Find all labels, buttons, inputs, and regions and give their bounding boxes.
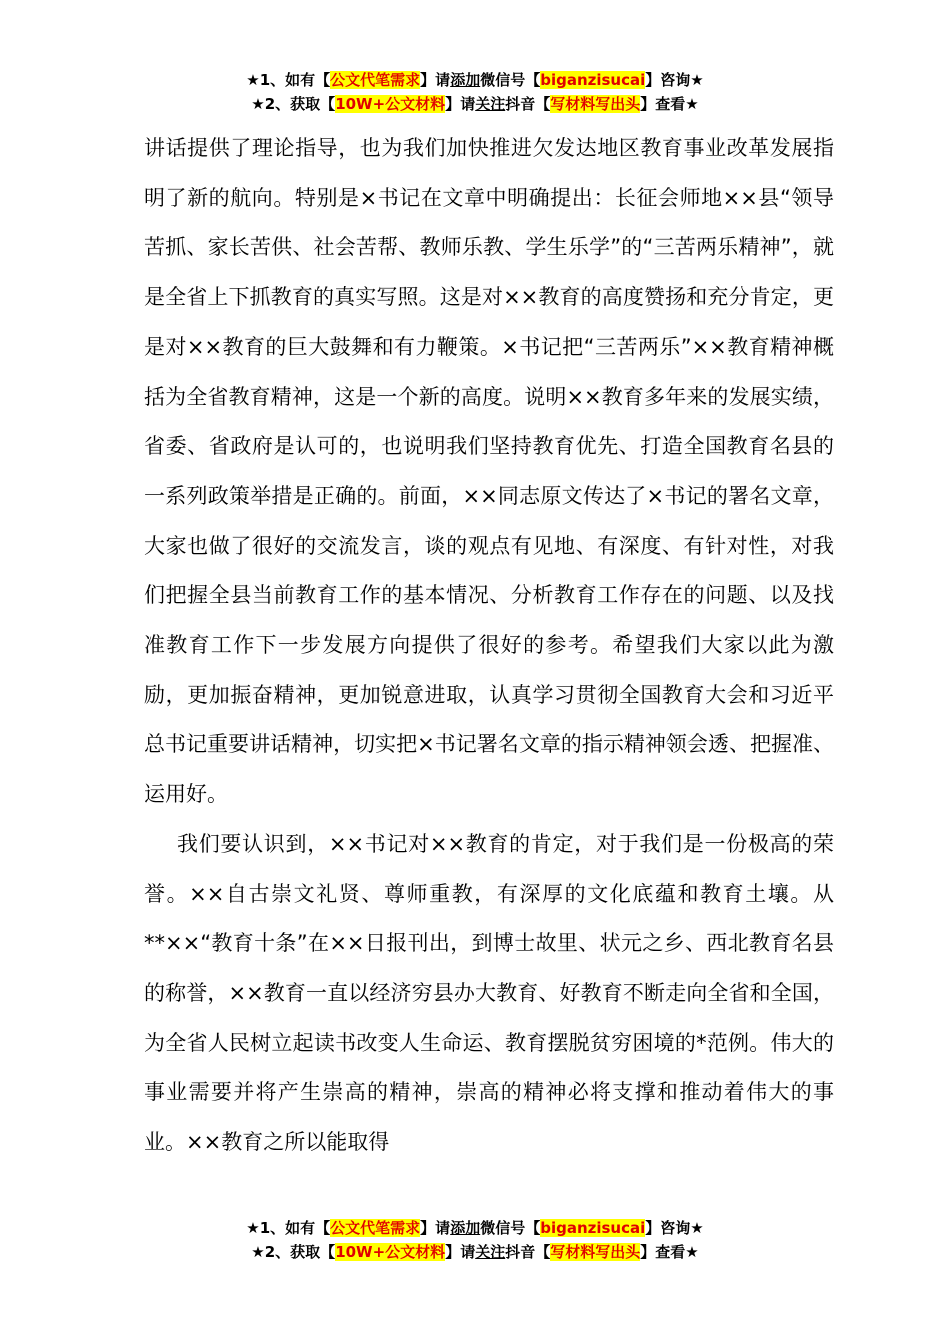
banner-line-1 xyxy=(0,68,950,92)
douyin-account: 写材料写出头 xyxy=(550,1243,641,1261)
banner-text: 】查看★ xyxy=(640,1243,699,1261)
banner-text: 】咨询★ xyxy=(645,1219,704,1237)
banner-text: ★2、获取【 xyxy=(251,1243,336,1261)
douyin-account: 写材料写出头 xyxy=(550,95,641,113)
banner-line-2 xyxy=(0,1240,950,1264)
paragraph-2: 我们要认识到，××书记对××教育的肯定，对于我们是一份极高的荣誉。××自古崇文礼贤、尊师重教，有深厚的文化底蕴和教育土壤。从**××“教育十条”在××日报刊出，到博士故里、状元之乡、西北教育名县的称誉，××教育一直以经济穷县办大教育、好教育不断走向全省和全国，为全省人民树立起读书改变人生命运、教育摆脱贫穷困境的*范例。伟大的事业需要并将产生崇高的精神，崇高的精神必将支撑和推动着伟大的事业。××教育之所以能取得 xyxy=(144,831,834,1155)
underlined-text: 关注 xyxy=(475,1243,506,1261)
banner-text: ★2、获取【 xyxy=(251,95,336,113)
banner-text: 】请 xyxy=(420,71,451,89)
wechat-id: biganzisucai xyxy=(540,71,646,89)
banner-line-1 xyxy=(0,1216,950,1240)
underlined-text: 添加 xyxy=(450,1219,481,1237)
banner-line-2 xyxy=(0,92,950,116)
underlined-text: 添加 xyxy=(450,71,481,89)
banner-text: 微信号【 xyxy=(480,71,541,89)
banner-text: 】查看★ xyxy=(640,95,699,113)
footer-banner xyxy=(0,1216,950,1264)
banner-text: 】请 xyxy=(445,95,476,113)
underlined-text: 关注 xyxy=(475,95,506,113)
document-body xyxy=(144,124,834,1168)
banner-text: 】请 xyxy=(420,1219,451,1237)
banner-text: 】请 xyxy=(445,1243,476,1261)
banner-text: ★1、如有【 xyxy=(246,71,331,89)
highlight-text: 10W+公文材料 xyxy=(335,1243,446,1261)
banner-text: 抖音【 xyxy=(505,95,551,113)
highlight-text: 公文代笔需求 xyxy=(330,71,421,89)
highlight-text: 10W+公文材料 xyxy=(335,95,446,113)
highlight-text: 公文代笔需求 xyxy=(330,1219,421,1237)
banner-text: ★1、如有【 xyxy=(246,1219,331,1237)
banner-text: 抖音【 xyxy=(505,1243,551,1261)
wechat-id: biganzisucai xyxy=(540,1219,646,1237)
header-banner xyxy=(0,68,950,116)
banner-text: 微信号【 xyxy=(480,1219,541,1237)
paragraph-1: 讲话提供了理论指导，也为我们加快推进欠发达地区教育事业改革发展指明了新的航向。特别是×书记在文章中明确提出：长征会师地××县“领导苦抓、家长苦供、社会苦帮、教师乐教、学生乐学”的“三苦两乐精神”，就是全省上下抓教育的真实写照。这是对××教育的高度赞扬和充分肯定，更是对××教育的巨大鼓舞和有力鞭策。×书记把“三苦两乐”××教育精神概括为全省教育精神，这是一个新的高度。说明××教育多年来的发展实绩，省委、省政府是认可的，也说明我们坚持教育优先、打造全国教育名县的一系列政策举措是正确的。前面，××同志原文传达了×书记的署名文章，大家也做了很好的交流发言，谈的观点有见地、有深度、有针对性，对我们把握全县当前教育工作的基本情况、分析教育工作存在的问题、以及找准教育工作下一步发展方向提供了很好的参考。希望我们大家以此为激励，更加振奋精神，更加锐意进取，认真学习贯彻全国教育大会和习近平总书记重要讲话精神，切实把×书记署名文章的指示精神领会透、把握准、运用好。 xyxy=(144,136,834,807)
banner-text: 】咨询★ xyxy=(645,71,704,89)
